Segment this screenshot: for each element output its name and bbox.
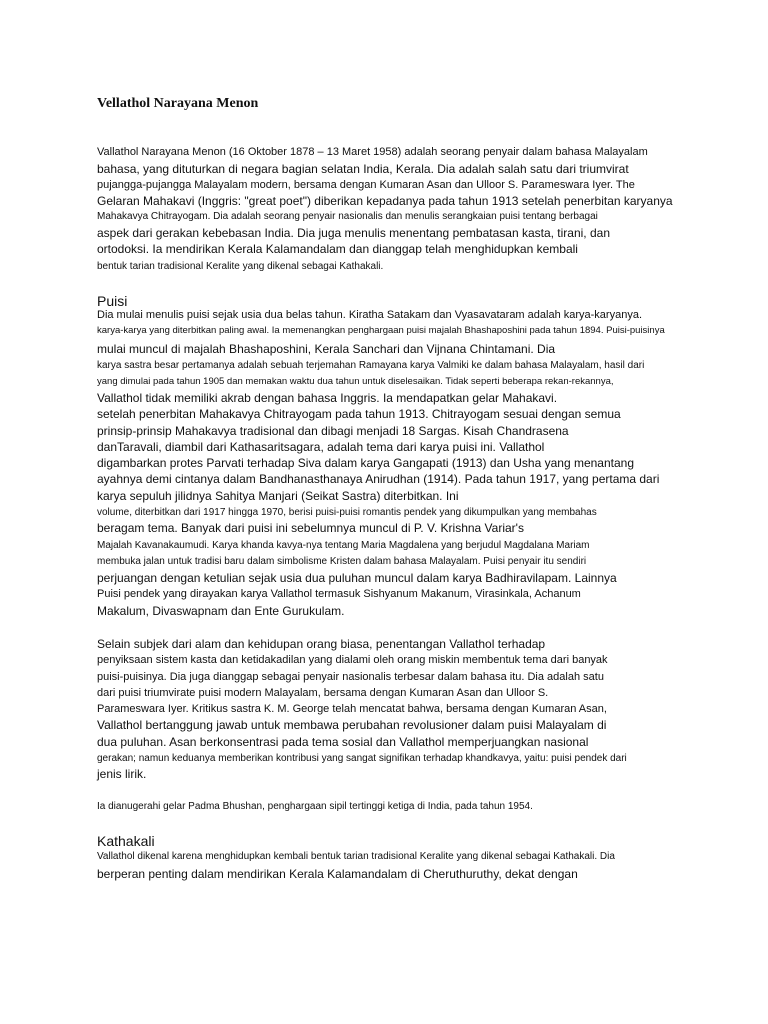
text-line: ayahnya demi cintanya dalam Bandhanasthanaya Anirudhan (1914). Pada tahun 1917, yang pertama dari xyxy=(97,472,660,486)
text-line: dua puluhan. Asan berkonsentrasi pada tema sosial dan Vallathol memperjuangkan nasional xyxy=(97,735,589,749)
text-line: yang dimulai pada tahun 1905 dan memakan waktu dua tahun untuk diselesaikan. Tidak seperti beberapa rekan-rekannya, xyxy=(97,376,614,387)
text-line: volume, diterbitkan dari 1917 hingga 1970, berisi puisi-puisi romantis pendek yang dikumpulkan yang membahas xyxy=(97,507,597,518)
text-line: digambarkan protes Parvati terhadap Siva dalam karya Gangapati (1913) dan Usha yang menantang xyxy=(97,456,634,470)
text-line: Mahakavya Chitrayogam. Dia adalah seorang penyair nasionalis dan menulis serangkaian puisi tentang berbagai xyxy=(97,211,598,222)
text-line: Vallathol tidak memiliki akrab dengan bahasa Inggris. Ia mendapatkan gelar Mahakavi. xyxy=(97,391,558,405)
text-line: puisi-puisinya. Dia juga dianggap sebagai penyair nasionalis terbesar dalam bahasa itu. Dia adalah satu xyxy=(97,671,604,683)
text-line: perjuangan dengan ketulian sejak usia dua puluhan muncul dalam karya Badhiravilapam. Lainnya xyxy=(97,571,617,585)
text-line: berperan penting dalam mendirikan Kerala Kalamandalam di Cheruthuruthy, dekat dengan xyxy=(97,867,578,881)
text-line: ortodoksi. Ia mendirikan Kerala Kalamandalam dan dianggap telah menghidupkan kembali xyxy=(97,242,578,256)
text-line: jenis lirik. xyxy=(97,767,147,781)
padma-bhushan-paragraph: Ia dianugerahi gelar Padma Bhushan, penghargaan sipil tertinggi ketiga di India, pada tahun 1954. xyxy=(97,801,533,812)
text-line: karya sepuluh jilidnya Sahitya Manjari (Seikat Sastra) diterbitkan. Ini xyxy=(97,489,459,503)
text-line: Makalum, Divaswapnam dan Ente Gurukulam. xyxy=(97,604,345,618)
text-line: Parameswara Iyer. Kritikus sastra K. M. George telah mencatat bahwa, bersama dengan Kumaran Asan, xyxy=(97,703,607,715)
text-line: danTaravali, diambil dari Kathasaritsagara, adalah tema dari karya puisi ini. Vallathol xyxy=(97,440,545,454)
text-line: Selain subjek dari alam dan kehidupan orang biasa, penentangan Vallathol terhadap xyxy=(97,637,546,651)
text-line: beragam tema. Banyak dari puisi ini sebelumnya muncul di P. V. Krishna Variar's xyxy=(97,521,524,535)
text-line: aspek dari gerakan kebebasan India. Dia juga menulis menentang pembatasan kasta, tirani, dan xyxy=(97,226,610,240)
text-line: Vallathol Narayana Menon (16 Oktober 1878 – 13 Maret 1958) adalah seorang penyair dalam bahasa Malayalam xyxy=(97,146,648,158)
document-title: Vellathol Narayana Menon xyxy=(97,96,259,111)
text-line: Dia mulai menulis puisi sejak usia dua belas tahun. Kiratha Satakam dan Vyasavataram adalah karya-karyanya. xyxy=(97,309,642,321)
text-line: Majalah Kavanakaumudi. Karya khanda kavya-nya tentang Maria Magdalena yang berjudul Magdalana Mariam xyxy=(97,540,590,551)
section-heading-puisi: Puisi xyxy=(97,293,128,309)
text-line: bentuk tarian tradisional Keralite yang dikenal sebagai Kathakali. xyxy=(97,261,384,272)
text-line: Gelaran Mahakavi (Inggris: "great poet") diberikan kepadanya pada tahun 1913 setelah penerbitan karyanya xyxy=(97,194,673,208)
section-heading-kathakali: Kathakali xyxy=(97,833,155,849)
text-line: gerakan; namun keduanya memberikan kontribusi yang sangat signifikan terhadap khandkavya, yaitu: puisi pendek dari xyxy=(97,753,627,764)
text-line: prinsip-prinsip Mahakavya tradisional dan dibagi menjadi 18 Sargas. Kisah Chandrasena xyxy=(97,424,569,438)
text-line: mulai muncul di majalah Bhashaposhini, Kerala Sanchari dan Vijnana Chintamani. Dia xyxy=(97,342,556,356)
text-line: dari puisi triumvirate puisi modern Malayalam, bersama dengan Kumaran Asan dan Ulloor S. xyxy=(97,687,549,699)
text-line: karya sastra besar pertamanya adalah sebuah terjemahan Ramayana karya Valmiki ke dalam bahasa Malayalam, hasil dari xyxy=(97,360,645,371)
text-line: setelah penerbitan Mahakavya Chitrayogam pada tahun 1913. Chitrayogam sesuai dengan semua xyxy=(97,407,621,421)
text-line: membuka jalan untuk tradisi baru dalam simbolisme Kristen dalam bahasa Malayalam. Puisi penyair itu sendiri xyxy=(97,556,587,567)
text-line: pujangga-pujangga Malayalam modern, bersama dengan Kumaran Asan dan Ulloor S. Parameswara Iyer. The xyxy=(97,179,635,191)
text-line: karya-karya yang diterbitkan paling awal. Ia memenangkan penghargaan puisi majalah Bhashaposhini pada tahun 1894. Puisi-puisinya xyxy=(97,325,665,336)
text-line: bahasa, yang dituturkan di negara bagian selatan India, Kerala. Dia adalah salah satu dari triumvirat xyxy=(97,162,629,176)
text-line: Vallathol bertanggung jawab untuk membawa perubahan revolusioner dalam puisi Malayalam di xyxy=(97,718,607,732)
text-line: Puisi pendek yang dirayakan karya Vallathol termasuk Sishyanum Makanum, Virasinkala, Achanum xyxy=(97,588,581,600)
text-line: penyiksaan sistem kasta dan ketidakadilan yang dialami oleh orang miskin membentuk tema dari banyak xyxy=(97,654,608,666)
text-line: Vallathol dikenal karena menghidupkan kembali bentuk tarian tradisional Keralite yang dikenal sebagai Kathakali. Dia xyxy=(97,851,615,862)
